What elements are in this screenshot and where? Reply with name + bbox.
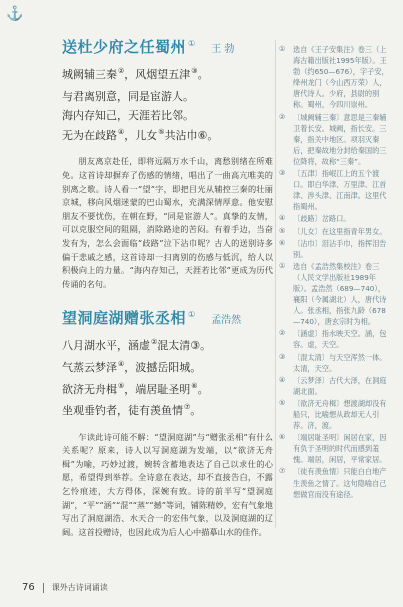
poem-title: 送杜少府之任蜀州 [62, 38, 187, 56]
footnote-marker: ① [188, 39, 196, 48]
line-mark: ⑤ [118, 381, 125, 390]
note-text: 〔欲济无舟楫〕想渡湖却没有船只，比喻想从政却无人引荐。济，渡。 [293, 398, 387, 431]
line-mark: ③ [191, 67, 198, 75]
line-mark: ② [118, 67, 125, 75]
note-text: 〔城阙辅三秦〕意思是三秦辅卫着长安。城阙，指长安。三秦，指关中地区。项羽灭秦后，把秦故地分封给秦国的三位降将，故称“三秦”。 [293, 112, 387, 166]
note-text: 〔徒有羡鱼情〕只能白白地产生羡鱼之情了。这句隐喻自己想做官而没有途径。 [293, 467, 387, 499]
anchor-icon: ⚓ [6, 6, 24, 22]
line-text: 海内存知己，天涯若比邻。 [62, 109, 194, 123]
note-number: ⑥ [279, 433, 286, 442]
poem-line [62, 336, 273, 358]
poem-body [62, 65, 273, 147]
poem-line [62, 401, 273, 423]
line-text: ，风烟望五津 [124, 68, 191, 81]
line-mark: ⑦ [184, 403, 191, 412]
poem-section-2 [62, 307, 273, 539]
poem-body [62, 336, 273, 422]
note-number: ① [279, 261, 286, 270]
poem-line [62, 358, 273, 380]
note-number: ③ [279, 352, 286, 361]
line-text: 。 [190, 404, 202, 418]
line-text: 共沾巾⑥。 [164, 128, 219, 142]
note-text: 〔沾巾〕泪沾手巾，指挥泪告别。 [293, 238, 387, 259]
poem-section-1 [62, 36, 273, 291]
note-item [279, 168, 392, 212]
note-number: ⑤ [279, 226, 286, 235]
note-text: 〔混太清〕与天空浑然一体。太清，天空。 [293, 352, 387, 373]
note-item [279, 213, 392, 224]
note-text: 选自《王子安集注》卷三（上海古籍出版社1995年版）。王勃（约650—676），字子安，绛州龙门（今山西万荣）人，唐代诗人。少府，县尉的别称。蜀州，今四川崇州。 [293, 45, 389, 110]
page-number: 76 [22, 582, 35, 593]
line-mark: ④ [118, 127, 125, 136]
poem-line [62, 87, 273, 107]
page-footer [22, 582, 108, 593]
poem-line [62, 126, 273, 148]
poem-line [62, 380, 273, 402]
line-text: ，端居耻圣明 [124, 382, 191, 396]
commentary-paragraph: 乍读此诗可能不解：“望洞庭湖”与“赠张丞相”有什么关系呢？原来，诗人以写洞庭湖为发端，以“欲济无舟楫”为喻，巧妙过渡，婉转含蓄地表达了自己以求仕的心愿，希望得到举荐。全诗意在表达，却不直接告白，不露乞怜痕迹，大方得体，深婉有致。诗的前半写“望洞庭湖”，“平”“涵”“混”“蒸”“撼”等词，铺陈精妙，宏有气象地写出了洞庭湖浩、水天合一的宏伟气象，以及洞庭湖的辽阔。这首投赠诗，也因此成为后人心中描摹山水的佳作。 [62, 431, 273, 537]
main-column [62, 36, 273, 539]
line-text: 混太清③。 [157, 339, 212, 353]
column-divider [275, 40, 276, 528]
line-text: ，波撼岳阳城。 [124, 360, 202, 374]
notes-column [279, 44, 392, 501]
series-title: 课外古诗词诵读 [51, 583, 108, 592]
line-text: 。 [197, 382, 209, 396]
poem-author: 王 勃 [211, 44, 235, 55]
note-item [279, 466, 392, 499]
line-text: 欲济无舟楫 [62, 382, 117, 396]
note-item [279, 261, 392, 328]
note-number: ④ [279, 375, 286, 384]
commentary-paragraph: 朋友离京赴任，即将远隔万水千山，离愁别绪在所难免。这首诗却摒弃了伤感的情绪，唱出了一曲高亢唯美的别离之歌。诗人看一“望”字，即把目光从辅控三秦的壮丽京城，移向风烟迷蒙的巴山蜀水，充满深情厚意。他安慰朋友不要忧伤，在朝在野，“同是宦游人”。真挚的友情，可以克服空间的阻隔，消除路途的苦闷。有着手边，当奋发有为，怎么会面临“歧路”泣下沾巾呢？古人的送别诗多偏于悲戚之感，这首诗却一扫离别的伤感与低沉，给人以积极向上的力量。“海内存知己，天涯若比邻”更成为历代传诵的名句。 [62, 156, 273, 289]
note-number: ① [279, 45, 286, 53]
note-text: 〔端居耻圣明〕闲居在家，因有负于圣明的时代而感到羞愧。端居，闲居，平常家居。 [293, 433, 387, 465]
line-text: ，儿女 [124, 128, 158, 142]
note-item [279, 226, 392, 237]
note-item [279, 44, 392, 111]
poem-line [62, 65, 273, 87]
line-mark: ⑥ [191, 381, 198, 390]
note-text: 〔云梦泽〕古代大泽，在洞庭湖北面。 [293, 375, 387, 396]
line-text: 城阙辅三秦 [62, 68, 117, 81]
note-number: ④ [279, 214, 286, 223]
line-text: 坐观垂钓者，徒有羡鱼情 [62, 404, 183, 418]
note-item [279, 398, 392, 431]
note-number: ② [279, 329, 286, 338]
note-item [279, 375, 392, 397]
note-text: 〔歧路〕岔路口。 [293, 214, 351, 224]
poem-author: 孟浩然 [211, 315, 242, 327]
poem-line [62, 106, 273, 126]
line-mark: ② [151, 338, 158, 347]
note-text: 〔涵虚〕指水映天空。涵，包容。虚，天空。 [293, 329, 387, 350]
note-item [279, 238, 392, 260]
line-text: 涵虚 [128, 339, 150, 353]
note-text: 〔五津〕指岷江上的五个渡口。即白华津、万里津、江首津、涉头津、江南津。这里代指蜀州。 [293, 169, 387, 212]
note-text: 〔儿女〕在这里指青年男女。 [293, 226, 387, 236]
note-number: ⑤ [279, 398, 286, 407]
note-item [279, 352, 392, 374]
poem-title: 望洞庭湖赠张丞相 [62, 309, 187, 328]
note-number: ③ [279, 169, 286, 178]
line-text: 八月湖水平， [62, 339, 128, 353]
line-text: 与君离别意，同是宦游人。 [62, 89, 194, 103]
line-text: 。 [197, 68, 209, 81]
note-number: ⑥ [279, 238, 286, 247]
footer-divider [43, 583, 44, 593]
title-row [62, 307, 273, 328]
note-number: ② [279, 112, 286, 121]
note-item [279, 328, 392, 350]
note-number: ⑦ [279, 467, 286, 476]
note-item [279, 112, 392, 167]
footnote-marker: ① [188, 310, 196, 320]
line-mark: ⑤ [158, 127, 165, 136]
note-text: 选自《孟浩然集校注》卷三（人民文学出版社1989年版）。孟浩然（689—740），襄阳（今属湖北）人，唐代诗人。张丞相，指张九龄（678—740），唐玄宗时为相。 [293, 261, 387, 327]
line-text: 无为在歧路 [62, 128, 117, 142]
line-text: 气蒸云梦泽 [62, 360, 117, 374]
title-row [62, 36, 273, 57]
note-item [279, 432, 392, 465]
line-mark: ④ [118, 359, 125, 368]
